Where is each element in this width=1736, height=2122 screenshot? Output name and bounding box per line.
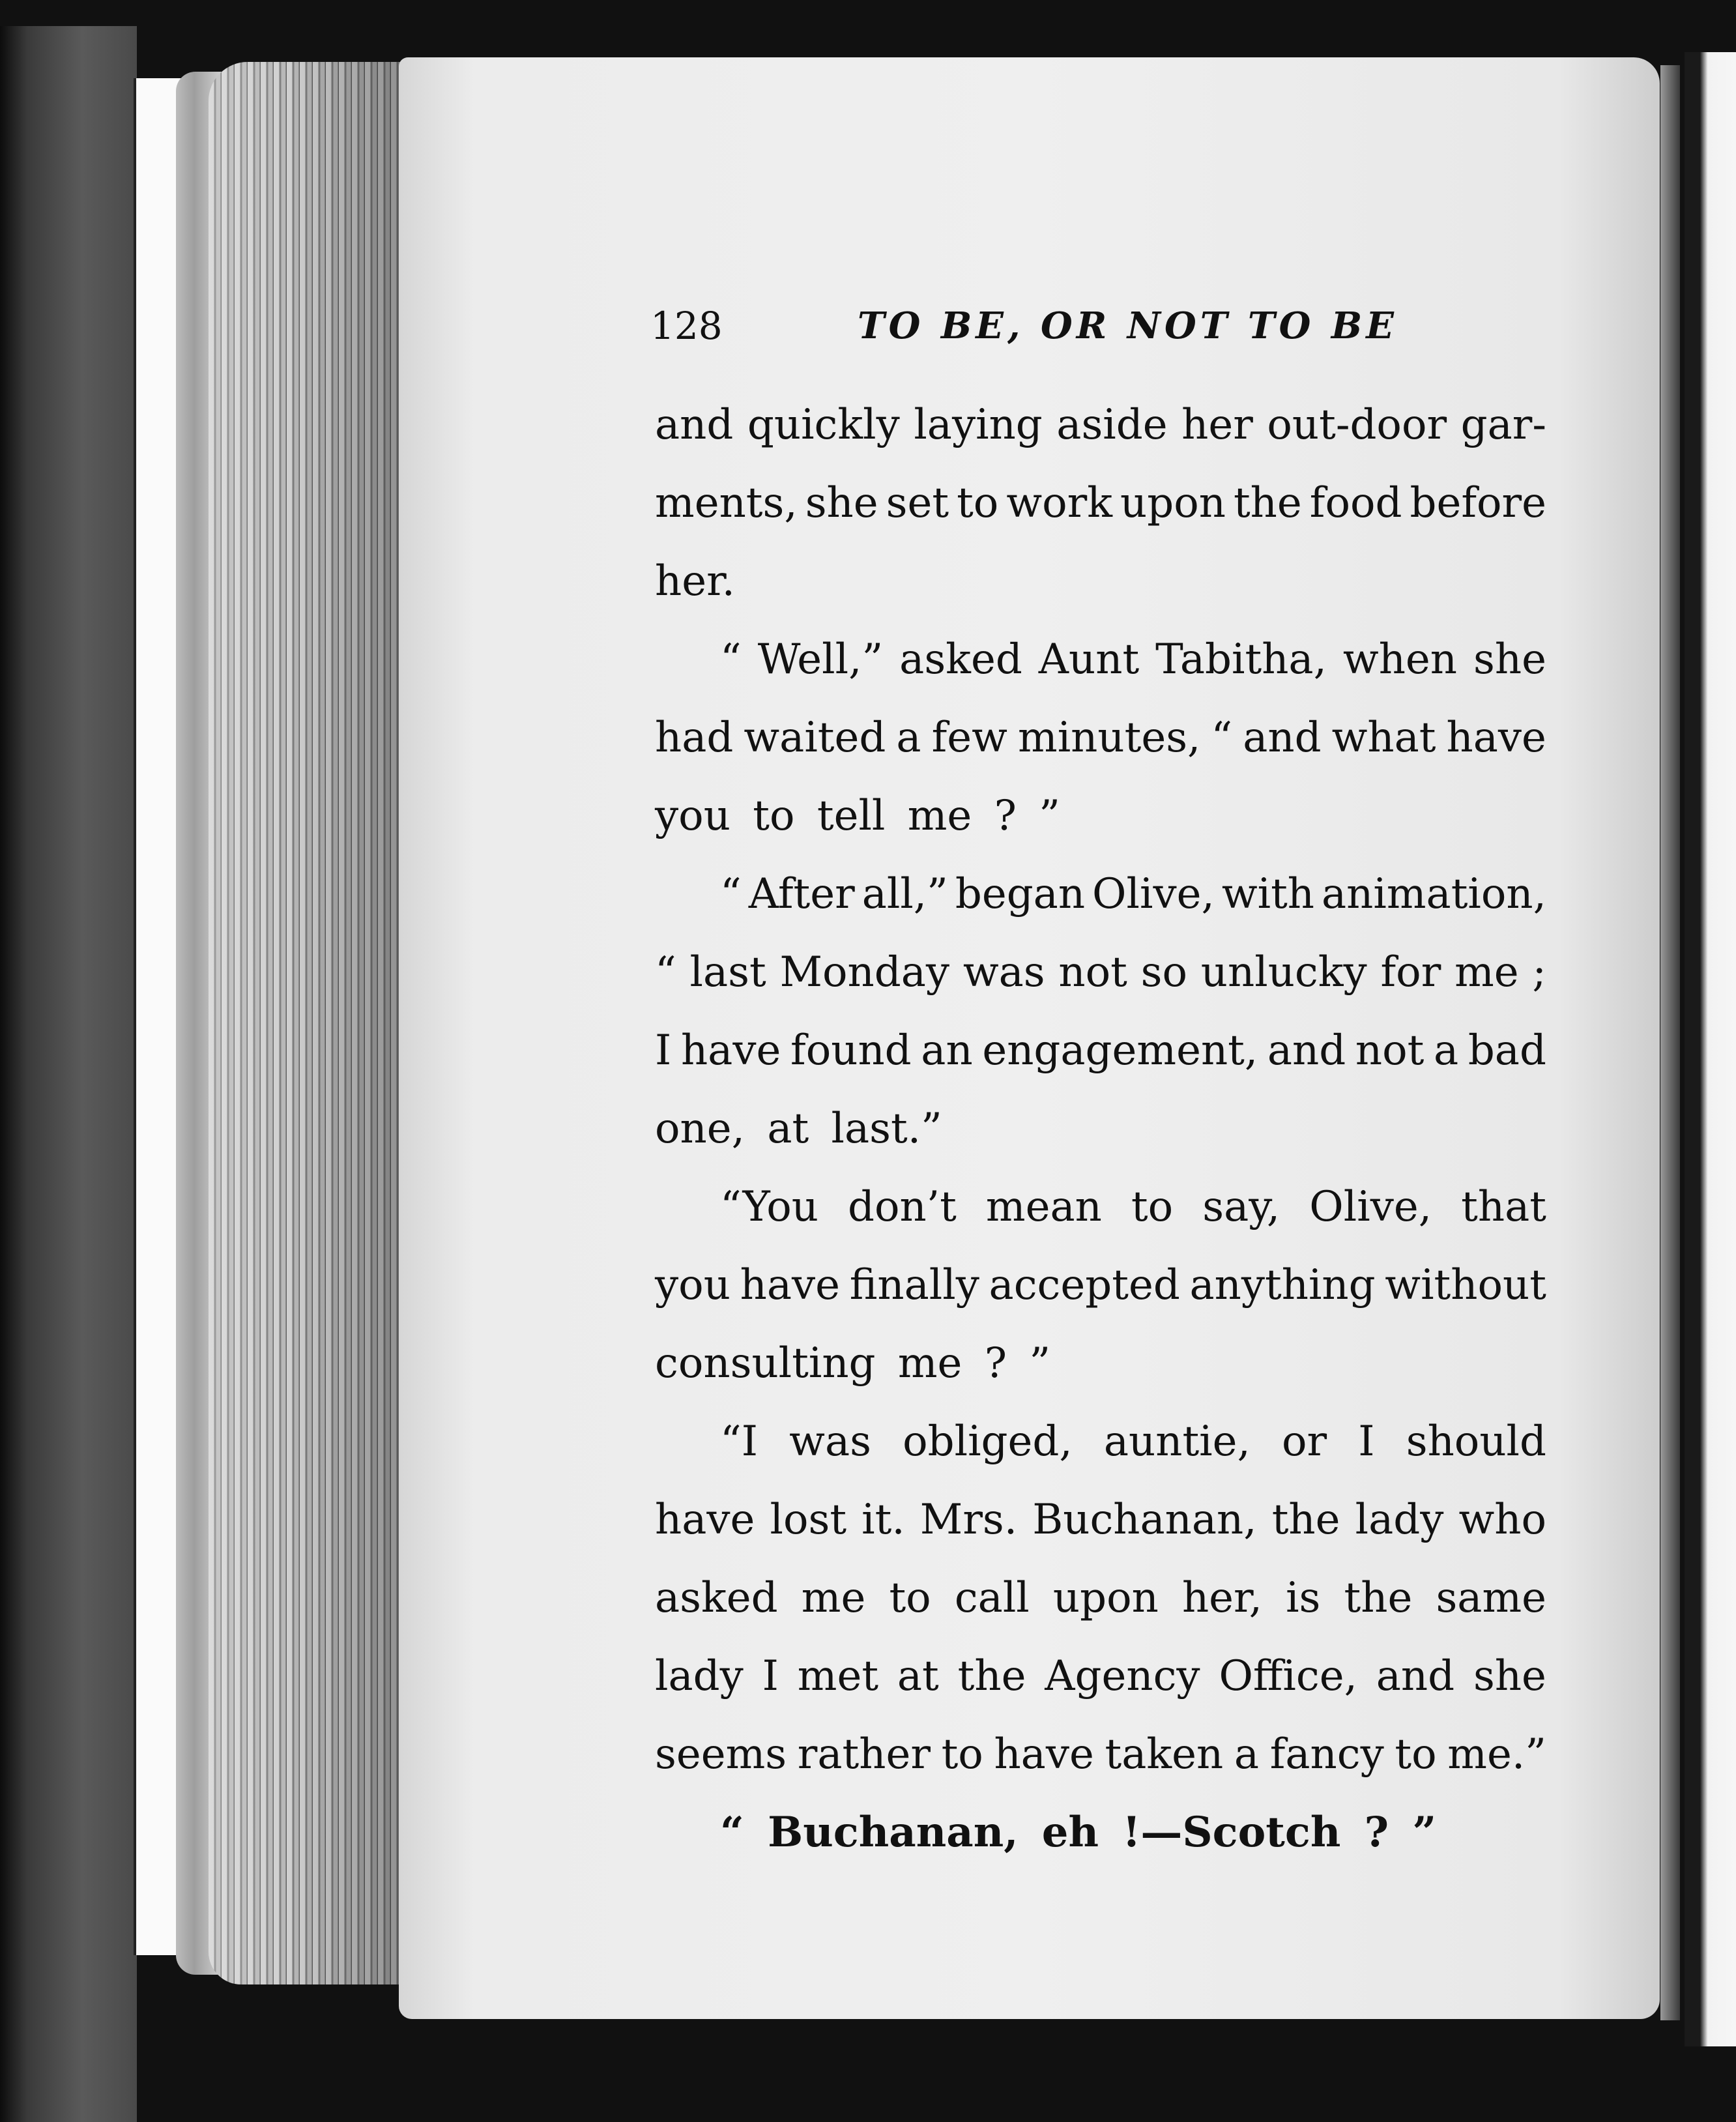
running-head <box>650 303 1398 349</box>
text-line: “ Well,” asked Aunt Tabitha, when she <box>720 635 1546 684</box>
running-title: TO BE, OR NOT TO BE <box>858 304 1398 347</box>
text-line: ments, she set to work upon the food before <box>655 479 1546 527</box>
text-line: “ After all,” began Olive, with animation, <box>720 870 1546 918</box>
text-line: lady I met at the Agency Office, and she <box>655 1652 1546 1700</box>
text-line: seems rather to have taken a fancy to me.” <box>655 1730 1546 1779</box>
text-line: “I was obliged, auntie, or I should <box>720 1417 1546 1466</box>
text-line: “ Buchanan, eh !—Scotch ? ” <box>720 1808 1437 1857</box>
text-line: you have finally accepted anything without <box>655 1261 1546 1309</box>
page-stack-shade <box>209 62 417 1984</box>
text-line: I have found an engagement, and not a bad <box>655 1026 1546 1075</box>
text-line: “You don’t mean to say, Olive, that <box>720 1183 1546 1231</box>
text-line: “ last Monday was not so unlucky for me ; <box>655 948 1546 996</box>
text-line: her. <box>655 557 735 605</box>
text-line: had waited a few minutes, “ and what have <box>655 714 1546 762</box>
facing-page-edge <box>1685 52 1736 2046</box>
page-number: 128 <box>650 304 723 348</box>
text-line: one, at last.” <box>655 1105 942 1153</box>
text-line: and quickly laying aside her out-door gar- <box>655 401 1546 449</box>
text-line: consulting me ? ” <box>655 1339 1051 1388</box>
text-line: have lost it. Mrs. Buchanan, the lady who <box>655 1496 1546 1544</box>
scanner-backdrop <box>0 26 137 2122</box>
text-line: you to tell me ? ” <box>655 792 1060 840</box>
book-gutter <box>1660 65 1680 2020</box>
text-line: asked me to call upon her, is the same <box>655 1574 1546 1622</box>
